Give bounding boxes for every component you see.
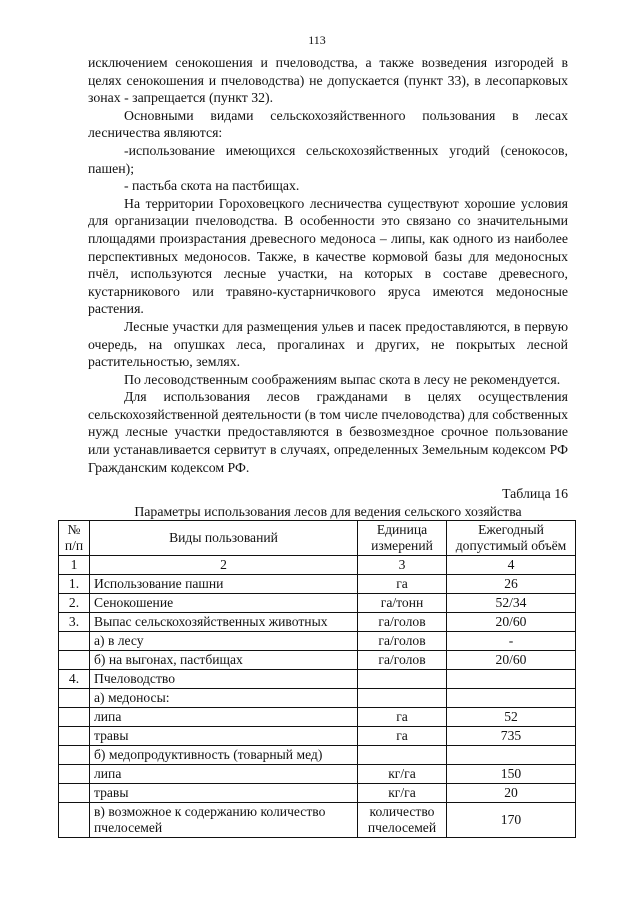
row-usage-type: б) медопродуктивность (товарный мед) [90, 746, 358, 765]
row-volume: 52 [447, 708, 576, 727]
row-number [59, 651, 90, 670]
row-number: 2. [59, 594, 90, 613]
row-usage-type: Использование пашни [90, 575, 358, 594]
paragraph: -использование имеющихся сельскохозяйственных угодий (сенокосов, пашен); [88, 142, 568, 176]
index-cell: 2 [90, 556, 358, 575]
row-unit [358, 746, 447, 765]
row-usage-type: травы [90, 727, 358, 746]
row-usage-type: б) на выгонах, пастбищах [90, 651, 358, 670]
row-usage-type: Выпас сельскохозяйственных животных [90, 613, 358, 632]
row-unit: кг/га [358, 784, 447, 803]
row-number [59, 746, 90, 765]
table-row [59, 803, 576, 838]
row-usage-type: Пчеловодство [90, 670, 358, 689]
table-header-row [59, 521, 576, 556]
row-number [59, 689, 90, 708]
table-row [59, 784, 576, 803]
row-usage-type: травы [90, 784, 358, 803]
row-volume: 20/60 [447, 613, 576, 632]
table-row [59, 670, 576, 689]
paragraph: На территории Гороховецкого лесничества существуют хорошие условия для организации пчеловодства. В особенности это связано со значительными площадями произрастания древесного медоноса – липы, как одного из наиболее перспективных медоносов. Также, в качестве кормовой базы для медоносных пчёл, используются лесные участки, на которых в составе древесного, кустарникового или травяно-кустарничкового яруса имеются медоносные растения. [88, 195, 568, 317]
row-number [59, 727, 90, 746]
table-caption: Параметры использования лесов для ведения сельского хозяйства [134, 504, 522, 519]
row-unit: га [358, 708, 447, 727]
paragraph: - пастьба скота на пастбищах. [124, 178, 300, 194]
table-row [59, 594, 576, 613]
row-volume [447, 689, 576, 708]
row-volume [447, 670, 576, 689]
row-number: 1. [59, 575, 90, 594]
row-number: 3. [59, 613, 90, 632]
paragraph: исключением сенокошения и пчеловодства, а также возведения изгородей в целях сенокошения и пчеловодства) не допускается (пункт 33), в лесопарковых зонах - запрещается (пункт 32). [88, 55, 568, 106]
paragraph: Лесные участки для размещения ульев и пасек предоставляются, в первую очередь, на опушках леса, прогалинах и других, не покрытых лесной растительностью, землях. [88, 318, 568, 370]
row-usage-type: липа [90, 708, 358, 727]
row-volume [447, 746, 576, 765]
row-unit: га [358, 575, 447, 594]
table-row [59, 632, 576, 651]
header-usage-type: Виды пользований [90, 521, 358, 556]
row-volume: 735 [447, 727, 576, 746]
table-row [59, 746, 576, 765]
table-row [59, 651, 576, 670]
row-number [59, 803, 90, 838]
page-number: 113 [308, 33, 326, 47]
row-unit [358, 670, 447, 689]
row-number [59, 708, 90, 727]
table-row [59, 727, 576, 746]
table-row [59, 689, 576, 708]
row-volume: 150 [447, 765, 576, 784]
row-unit: количество пчелосемей [358, 803, 447, 838]
table-row [59, 613, 576, 632]
row-volume: 20/60 [447, 651, 576, 670]
paragraph: Для использования лесов гражданами в целях осуществления сельскохозяйственной деятельности (в том числе пчеловодства) для собственных нужд лесные участки предоставляются в безвозмездное срочное пользование или устанавливается сервитут в случаях, определенных Земельным кодексом РФ Гражданским кодексом РФ. [88, 389, 568, 475]
row-number [59, 632, 90, 651]
row-usage-type: Сенокошение [90, 594, 358, 613]
row-volume: 26 [447, 575, 576, 594]
row-usage-type: а) в лесу [90, 632, 358, 651]
row-volume: 170 [447, 803, 576, 838]
row-usage-type: в) возможное к содержанию количество пчелосемей [90, 803, 358, 838]
header-annual-volume: Ежегодный допустимый объём [447, 521, 576, 556]
row-unit: га/тонн [358, 594, 447, 613]
row-unit: га/голов [358, 613, 447, 632]
paragraph: По лесоводственным соображениям выпас скота в лесу не рекомендуется. [124, 371, 561, 387]
table-row [59, 765, 576, 784]
row-unit: га/голов [358, 651, 447, 670]
parameters-table [58, 520, 576, 838]
row-unit [358, 689, 447, 708]
row-unit: га/голов [358, 632, 447, 651]
row-usage-type: а) медоносы: [90, 689, 358, 708]
table-label: Таблица 16 [502, 486, 568, 501]
row-volume: - [447, 632, 576, 651]
index-cell: 1 [59, 556, 90, 575]
table-row [59, 575, 576, 594]
row-unit: кг/га [358, 765, 447, 784]
row-number [59, 765, 90, 784]
header-unit: Единица измерений [358, 521, 447, 556]
header-number: № п/п [59, 521, 90, 556]
index-cell: 3 [358, 556, 447, 575]
row-unit: га [358, 727, 447, 746]
row-number [59, 784, 90, 803]
paragraph: Основными видами сельскохозяйственного пользования в лесах лесничества являются: [88, 107, 568, 141]
row-volume: 52/34 [447, 594, 576, 613]
index-cell: 4 [447, 556, 576, 575]
body-text [88, 54, 568, 476]
table-row [59, 708, 576, 727]
row-number: 4. [59, 670, 90, 689]
table-index-row [59, 556, 576, 575]
row-usage-type: липа [90, 765, 358, 784]
row-volume: 20 [447, 784, 576, 803]
